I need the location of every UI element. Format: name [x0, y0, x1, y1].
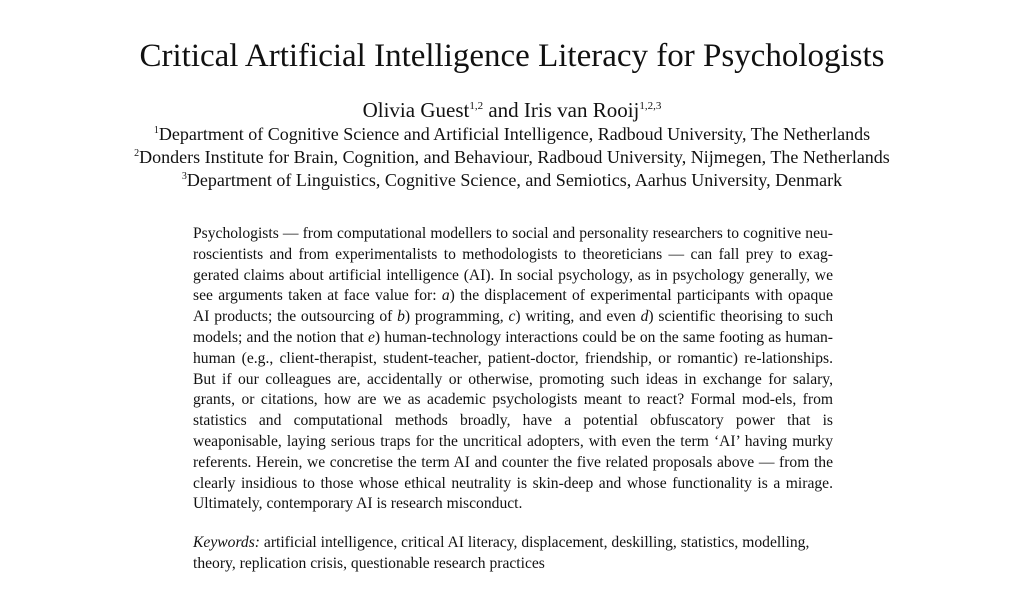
affiliation-text: Department of Cognitive Science and Artificial Intelligence, Radboud University, The Netherlands — [158, 124, 871, 144]
paper-title: Critical Artificial Intelligence Literacy for Psychologists — [139, 38, 885, 74]
abstract-text: ) human-technology interactions could be on the same footing as human-human (e.g., client-therapist, student-teacher, patient-doctor, friendship, or romantic) re-lationships. But if our colleagues are, accidentally or otherwise, promoting such ideas in exchange for salary, grants, or citations, how are we as academic psychologists meant to react? Formal mod-els, from statistics and computational methods broadly, have a potential obfuscatory power that is weaponisable, laying serious traps for the uncritical adopters, with even the term ‘AI’ having murky referents. Herein, we concretise the term AI and counter the five related proposals above — from the clearly insidious to those whose ethical neutrality is skin-deep and whose functionality is a mirage. Ultimately, contemporary AI is research misconduct. — [193, 328, 833, 513]
keywords-label: Keywords: — [193, 534, 260, 551]
list-marker: d — [640, 308, 649, 326]
affiliations — [0, 123, 1024, 192]
abstract-text: ) programming, — [404, 308, 509, 326]
affiliation-text: Donders Institute for Brain, Cognition, and Behaviour, Radboud University, Nijmegen, The Netherlands — [139, 147, 890, 167]
list-marker: b — [397, 308, 405, 326]
affiliation — [0, 146, 1024, 169]
author-line — [0, 96, 1024, 124]
affiliation-marks: 1,2 — [469, 100, 484, 112]
list-marker: e — [367, 328, 375, 346]
list-marker: c — [508, 308, 516, 326]
list-marker: a — [441, 287, 450, 305]
affiliation-text: Department of Linguistics, Cognitive Science, and Semiotics, Aarhus University, Denmark — [186, 170, 843, 190]
abstract-text: ) scientific theorising to such models; and the notion that — [193, 308, 833, 346]
affiliation-marks: 1,2,3 — [639, 100, 662, 112]
affiliation — [0, 169, 1024, 192]
affiliation-mark: 2 — [134, 148, 140, 159]
abstract-text: Psychologists — from computational modellers to social and personality researchers to cognitive neu-roscientists and from experimentalists to methodologists to theoreticians — can fall prey to exag-gerated claims about artificial intelligence (AI). In social psychology, as in psychology generally, we see arguments taken at face value for: — [193, 225, 833, 305]
author-name: Iris van Rooij — [523, 98, 640, 122]
affiliation-mark: 3 — [181, 171, 187, 182]
abstract-text: ) the displacement of experimental participants with opaque AI products; the outsourcing of — [193, 287, 833, 326]
author-name: Olivia Guest — [362, 98, 470, 122]
abstract — [193, 224, 833, 515]
affiliation-mark: 1 — [153, 125, 159, 136]
abstract-text: ) writing, and even — [515, 308, 641, 326]
keywords-text: artificial intelligence, critical AI literacy, displacement, deskilling, statistics, modelling, theory, replication crisis, questionable research practices — [193, 534, 810, 572]
author-joiner: and — [483, 98, 524, 122]
keywords — [193, 533, 833, 575]
affiliation — [0, 123, 1024, 146]
